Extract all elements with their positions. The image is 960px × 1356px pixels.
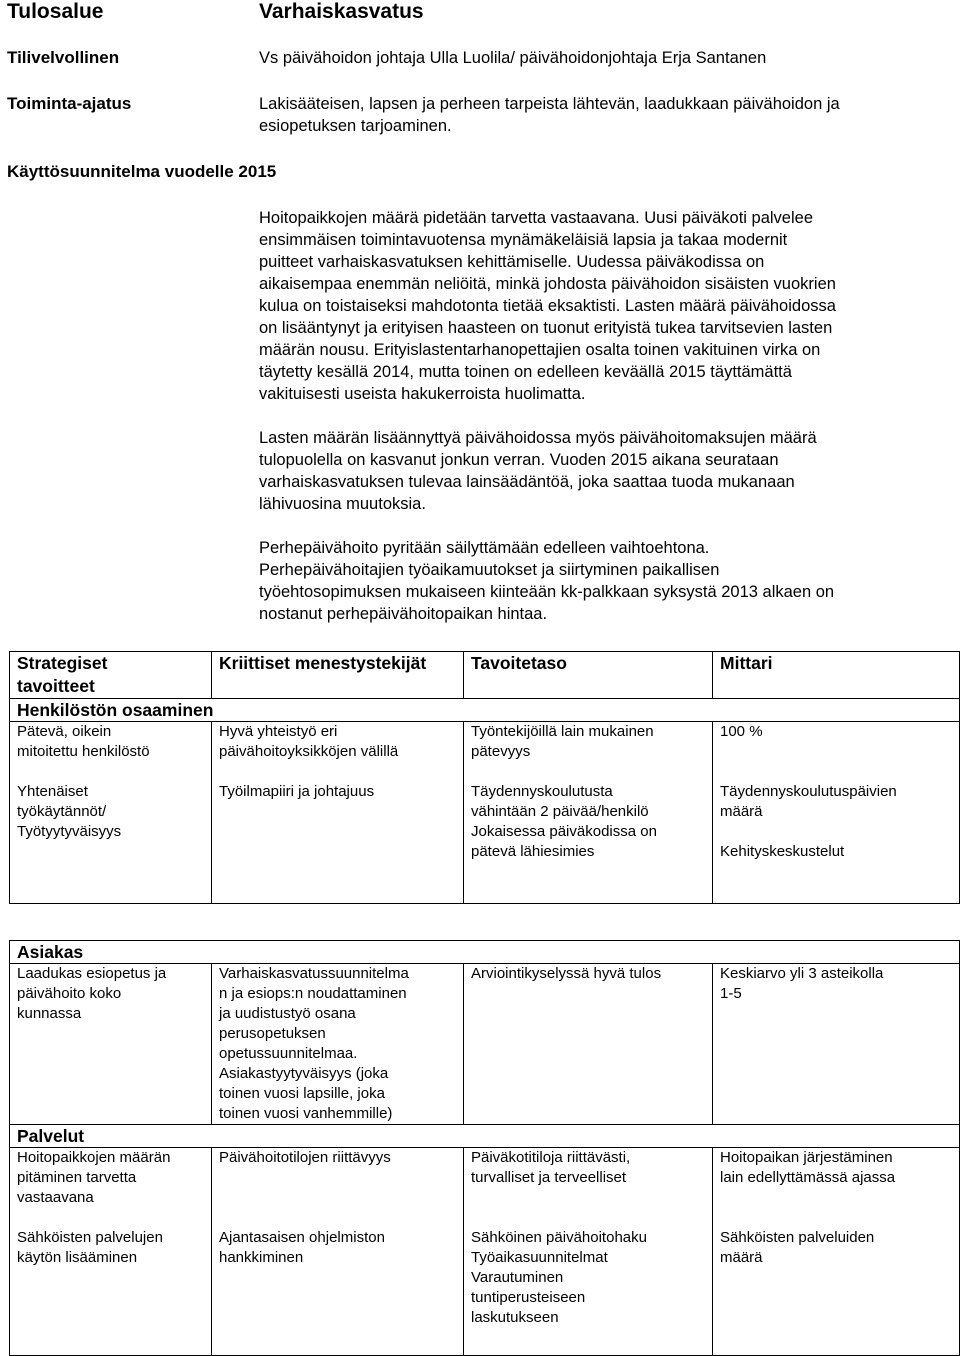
spacer-cell (10, 904, 960, 941)
section-henkiloston-osaaminen: Henkilöstön osaaminen (10, 699, 960, 722)
table-cell: Pätevä, oikein mitoitettu henkilöstö (10, 722, 212, 783)
section-row (10, 941, 960, 964)
section-row (10, 699, 960, 722)
table-cell: Päiväkotitiloja riittävästi, turvalliset ja terveelliset (464, 1148, 713, 1229)
heading-tulosalue: Tulosalue (7, 0, 104, 23)
table-cell: Yhtenäiset työkäytännöt/ Työtyytyväisyys (10, 782, 212, 904)
table-cell: Varhaiskasvatussuunnitelma n ja esiops:n noudattaminen ja uudistustyö osana perusopetuksen opetussuunnitelmaa. Asiakastyytyväisyys (joka toinen vuosi lapsille, joka toinen vuosi vanhemmille) (212, 964, 464, 1125)
table-cell: Sähköisten palveluiden määrä (713, 1228, 960, 1356)
column-header: Kriittiset menestystekijät (212, 652, 464, 699)
label-kayttosuunnitelma: Käyttösuunnitelma vuodelle 2015 (7, 162, 277, 181)
column-header: Mittari (713, 652, 960, 699)
paragraph: Perhepäivähoito pyritään säilyttämään edelleen vaihtoehtona. Perhepäivähoitajien työaikamuutokset ja siirtyminen paikallisen työehtosopimuksen mukaiseen kiinteään kk-palkkaan syksystä 2013 alkaen on nostanut perhepäivähoitopaikan hintaa. (259, 539, 835, 623)
table-row (10, 722, 960, 783)
strategy-table (9, 651, 960, 1356)
value-tilivelvollinen: Vs päivähoidon johtaja Ulla Luolila/ päivähoidonjohtaja Erja Santanen (259, 49, 767, 67)
table-header-row (10, 652, 960, 699)
table-cell: Hoitopaikan järjestäminen lain edellyttämässä ajassa (713, 1148, 960, 1229)
column-header: Tavoitetaso (464, 652, 713, 699)
table-cell: Työilmapiiri ja johtajuus (212, 782, 464, 904)
label-tilivelvollinen: Tilivelvollinen (7, 48, 120, 67)
table-row (10, 1148, 960, 1229)
heading-varhaiskasvatus: Varhaiskasvatus (259, 0, 424, 23)
plan-text (259, 207, 939, 647)
section-asiakas: Asiakas (10, 941, 960, 964)
table-cell: 100 % (713, 722, 960, 783)
table-cell: Sähköinen päivähoitohaku Työaikasuunnitelmat Varautuminen tuntiperusteiseen laskutukseen (464, 1228, 713, 1356)
paragraph: Hoitopaikkojen määrä pidetään tarvetta vastaavana. Uusi päiväkoti palvelee ensimmäisen toimintavuotensa mynämäkeläisiä lapsia ja takaa modernit puitteet varhaiskasvatuksen kehittämiselle. Uudessa päiväkodissa on aikaisempaa enemmän neliöitä, minkä johdosta päivähoidon sisäisten vuokrien kulua on toistaiseksi mahdotonta tietää eksaktisti. Lasten määrä päivähoidossa on lisääntynyt ja erityisen haasteen on tuonut erityistä tukea tarvitsevien lasten määrän nousu. Erityislastentarhanopettajien osalta toinen vakituinen virka on täytetty kesällä 2014, mutta toinen on edelleen keväällä 2015 täyttämättä vakituisesti useista hakukerroista huolimatta. (259, 209, 836, 403)
value-toiminta-ajatus: Lakisääteisen, lapsen ja perheen tarpeista lähtevän, laadukkaan päivähoidon ja esiopetuksen tarjoaminen. (259, 95, 840, 135)
table-cell: Täydennyskoulutuspäivien määrä Kehityskeskustelut (713, 782, 960, 904)
table-row (10, 1228, 960, 1356)
section-palvelut: Palvelut (10, 1125, 960, 1148)
table-cell: Sähköisten palvelujen käytön lisääminen (10, 1228, 212, 1356)
table-cell: Täydennyskoulutusta vähintään 2 päivää/henkilö Jokaisessa päiväkodissa on pätevä lähiesimies (464, 782, 713, 904)
table-spacer (10, 904, 960, 941)
table-cell: Hoitopaikkojen määrän pitäminen tarvetta vastaavana (10, 1148, 212, 1229)
label-toiminta-ajatus: Toiminta-ajatus (7, 94, 132, 113)
table-cell: Arviointikyselyssä hyvä tulos (464, 964, 713, 1125)
paragraph: Lasten määrän lisäännyttyä päivähoidossa myös päivähoitomaksujen määrä tulopuolella on kasvanut jonkun verran. Vuoden 2015 aikana seurataan varhaiskasvatuksen tulevaa lainsäädäntöä, joka saattaa tuoda mukanaan lähivuosina muutoksia. (259, 429, 817, 513)
table-cell: Päivähoitotilojen riittävyys (212, 1148, 464, 1229)
table-cell: Keskiarvo yli 3 asteikolla 1-5 (713, 964, 960, 1125)
table-cell: Laadukas esiopetus ja päivähoito koko kunnassa (10, 964, 212, 1125)
table-row (10, 964, 960, 1125)
table-cell: Työntekijöillä lain mukainen pätevyys (464, 722, 713, 783)
section-row (10, 1125, 960, 1148)
table-cell: Hyvä yhteistyö eri päivähoitoyksikköjen välillä (212, 722, 464, 783)
column-header: Strategiset tavoitteet (10, 652, 212, 699)
table-cell: Ajantasaisen ohjelmiston hankkiminen (212, 1228, 464, 1356)
table-row (10, 782, 960, 904)
